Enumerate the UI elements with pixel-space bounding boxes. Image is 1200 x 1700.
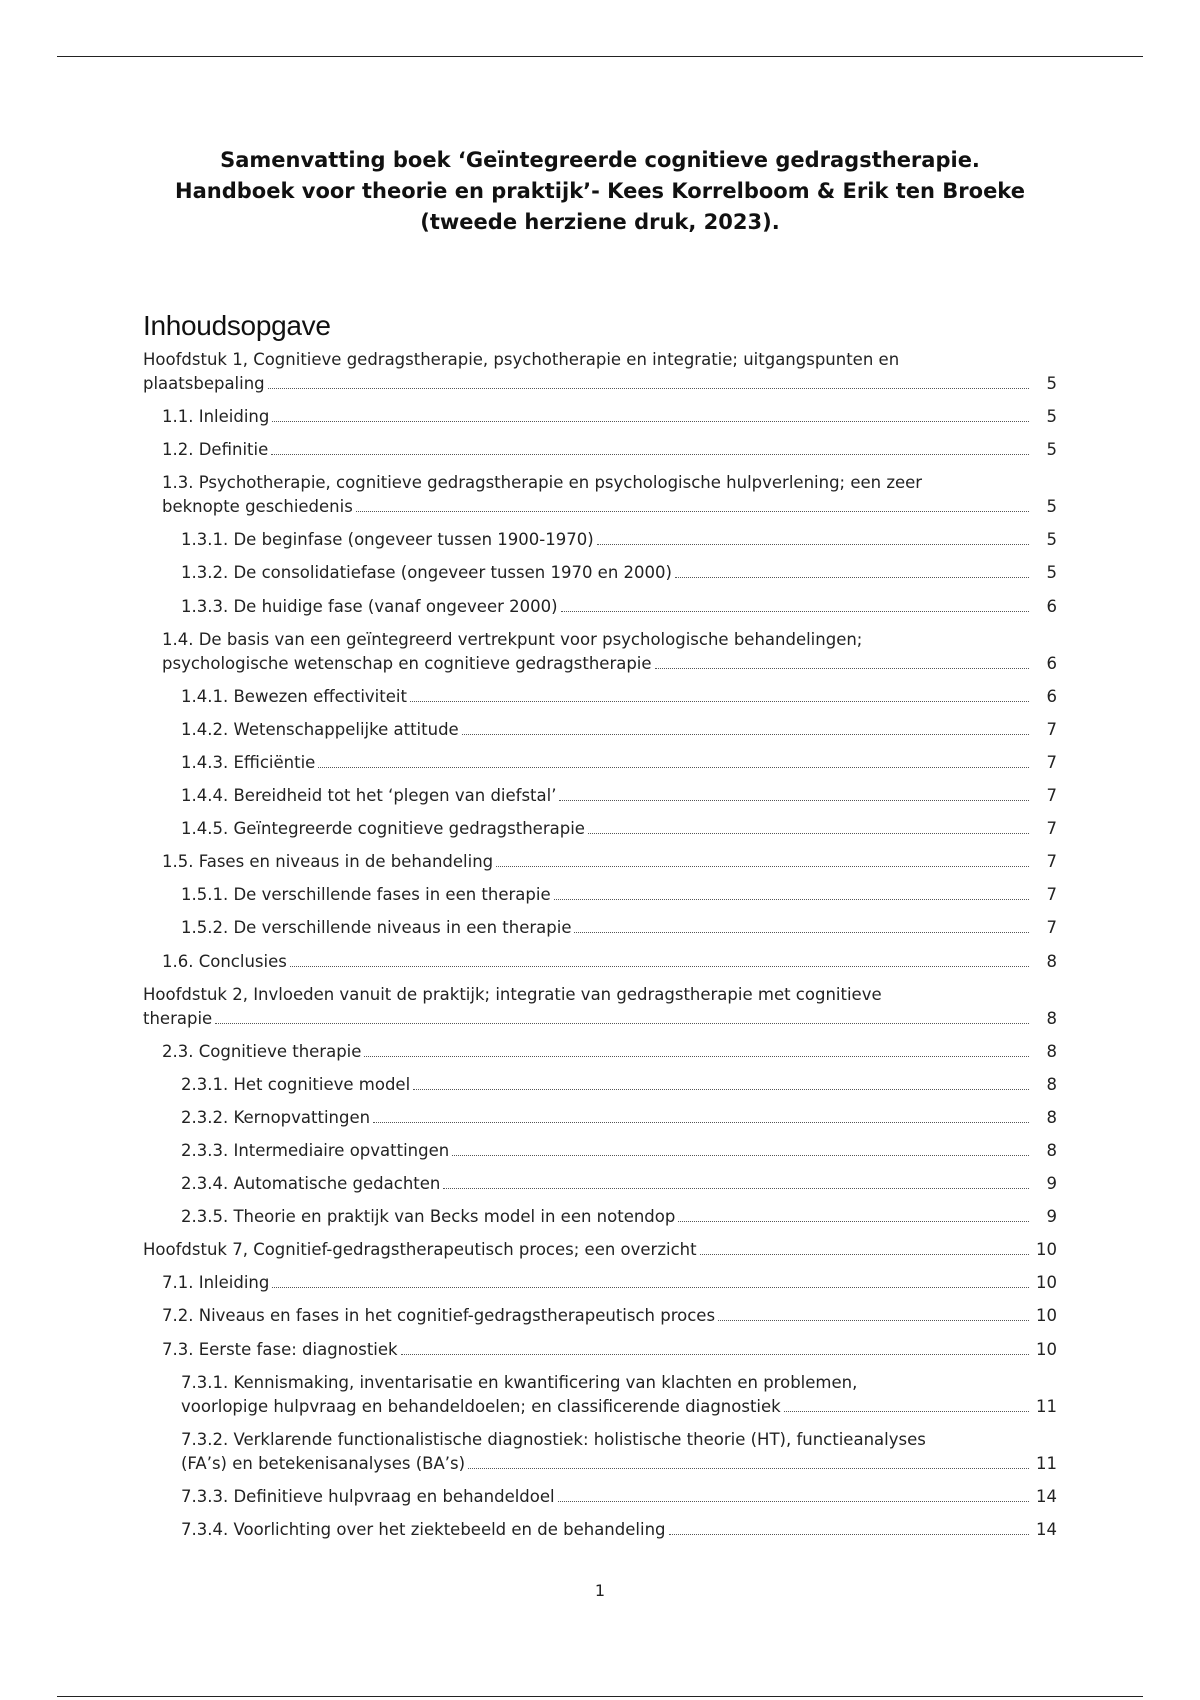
toc-entry-leader-line — [162, 652, 1031, 676]
toc-entry-text: 1.4.3. Efficiëntie — [181, 752, 316, 772]
toc-entry-leader-line — [181, 1106, 1031, 1130]
dot-leader — [410, 701, 1029, 702]
dot-leader — [443, 1188, 1029, 1189]
dot-leader — [554, 899, 1029, 900]
toc-entry-page: 14 — [1036, 1519, 1057, 1539]
toc-entry[interactable] — [143, 983, 1057, 1031]
toc-entry-page: 6 — [1046, 653, 1057, 673]
dot-leader — [669, 1534, 1030, 1535]
toc-entry-leader — [162, 1040, 1031, 1064]
footer-rule — [57, 1696, 1143, 1697]
toc-entry-leader — [162, 652, 1031, 676]
dot-leader — [462, 734, 1029, 735]
toc-entry-page: 5 — [1046, 440, 1057, 460]
toc-entry-page: 7 — [1046, 918, 1057, 938]
toc-entry-page: 11 — [1036, 1453, 1057, 1473]
toc-entry-leader-line — [143, 1238, 1031, 1262]
toc-entry-page: 8 — [1046, 1140, 1057, 1160]
toc-entry[interactable] — [143, 628, 1057, 676]
toc-entry-page: 7 — [1046, 852, 1057, 872]
dot-leader — [597, 544, 1029, 545]
toc-entry-text: voorlopige hulpvraag en behandeldoelen; en classificerende diagnostiek — [181, 1396, 781, 1416]
toc-entry-leader — [143, 1007, 1031, 1031]
dot-leader — [655, 668, 1029, 669]
dot-leader — [558, 1501, 1029, 1502]
toc-entry-leader-line — [181, 1452, 1031, 1476]
table-of-contents — [143, 348, 1057, 1551]
toc-entry-page: 5 — [1046, 563, 1057, 583]
toc-entry[interactable] — [143, 1205, 1057, 1229]
toc-entry-page: 8 — [1046, 1107, 1057, 1127]
toc-entry[interactable] — [143, 883, 1057, 907]
toc-entry-leader — [162, 1271, 1031, 1295]
toc-entry-text: Hoofdstuk 7, Cognitief-gedragstherapeutisch proces; een overzicht — [143, 1240, 697, 1260]
toc-entry-text: 2.3.4. Automatische gedachten — [181, 1174, 441, 1194]
toc-entry-page: 8 — [1046, 1041, 1057, 1061]
toc-entry-leader-line — [181, 1172, 1031, 1196]
dot-leader — [559, 800, 1029, 801]
toc-entry-text: 2.3.2. Kernopvattingen — [181, 1107, 371, 1127]
toc-entry-text: 1.3. Psychotherapie, cognitieve gedragstherapie en psychologische hulpverlening; een zeer — [162, 473, 923, 493]
toc-entry-leader — [181, 1518, 1031, 1542]
toc-entry-leader — [143, 372, 1031, 396]
toc-entry-text: 1.4. De basis van een geïntegreerd vertrekpunt voor psychologische behandelingen; — [162, 629, 863, 649]
toc-entry-page: 7 — [1046, 719, 1057, 739]
dot-leader — [215, 1023, 1029, 1024]
toc-entry[interactable] — [143, 1371, 1057, 1419]
toc-entry[interactable] — [143, 1485, 1057, 1509]
toc-entry[interactable] — [143, 405, 1057, 429]
dot-leader — [784, 1411, 1029, 1412]
dot-leader — [401, 1354, 1029, 1355]
toc-entry-leader-line — [181, 595, 1031, 619]
toc-entry[interactable] — [143, 784, 1057, 808]
toc-entry-leader — [162, 405, 1031, 429]
toc-entry-leader-line — [181, 751, 1031, 775]
dot-leader — [561, 611, 1029, 612]
toc-entry-leader-line — [181, 1139, 1031, 1163]
toc-entry[interactable] — [143, 1040, 1057, 1064]
dot-leader — [718, 1320, 1029, 1321]
toc-entry-text: 1.4.1. Bewezen effectiviteit — [181, 686, 407, 706]
toc-entry-leader — [181, 561, 1031, 585]
toc-entry-text: 7.1. Inleiding — [162, 1273, 270, 1293]
toc-entry-leader-line — [181, 718, 1031, 742]
toc-entry-page: 7 — [1046, 819, 1057, 839]
toc-heading: Inhoudsopgave — [143, 310, 331, 341]
toc-entry-leader — [181, 718, 1031, 742]
dot-leader — [675, 577, 1029, 578]
toc-entry-text: 2.3.5. Theorie en praktijk van Becks model in een notendop — [181, 1207, 676, 1227]
toc-entry-leader-line — [162, 438, 1031, 462]
dot-leader — [272, 1287, 1029, 1288]
toc-entry-text: 2.3.1. Het cognitieve model — [181, 1074, 411, 1094]
toc-entry-leader — [181, 817, 1031, 841]
toc-entry-leader-line — [162, 850, 1031, 874]
toc-entry[interactable] — [143, 850, 1057, 874]
toc-entry-leader — [162, 850, 1031, 874]
toc-entry-text: 1.5.2. De verschillende niveaus in een therapie — [181, 918, 572, 938]
toc-entry-leader-line — [181, 1205, 1031, 1229]
toc-entry-leader-line — [181, 784, 1031, 808]
toc-entry-text: Hoofdstuk 2, Invloeden vanuit de praktijk; integratie van gedragstherapie met cognitieve — [143, 984, 882, 1004]
dot-leader — [373, 1122, 1029, 1123]
toc-entry-text: beknopte geschiedenis — [162, 497, 353, 517]
toc-entry-page: 8 — [1046, 1008, 1057, 1028]
toc-entry[interactable] — [143, 595, 1057, 619]
dot-leader — [364, 1056, 1029, 1057]
toc-entry-leader — [181, 595, 1031, 619]
toc-entry-leader — [162, 495, 1031, 519]
toc-entry-text: Hoofdstuk 1, Cognitieve gedragstherapie, psychotherapie en integratie; uitgangspunten en — [143, 350, 900, 369]
toc-entry-leader-line — [162, 1040, 1031, 1064]
toc-entry-text: 1.4.2. Wetenschappelijke attitude — [181, 719, 459, 739]
toc-entry[interactable] — [143, 1304, 1057, 1328]
toc-entry-text: 2.3.3. Intermediaire opvattingen — [181, 1140, 450, 1160]
toc-entry-leader — [162, 1338, 1031, 1362]
toc-entry-text: 7.3.4. Voorlichting over het ziektebeeld en de behandeling — [181, 1519, 666, 1539]
toc-entry-page: 7 — [1046, 786, 1057, 806]
toc-entry-leader-line — [162, 1304, 1031, 1328]
toc-entry-text: 7.3.3. Definitieve hulpvraag en behandeldoel — [181, 1486, 555, 1506]
toc-entry-leader — [181, 1106, 1031, 1130]
toc-entry-text: 1.4.5. Geïntegreerde cognitieve gedragstherapie — [181, 819, 585, 839]
toc-entry-page: 10 — [1036, 1339, 1057, 1359]
toc-entry-leader — [181, 751, 1031, 775]
toc-entry[interactable] — [143, 1518, 1057, 1542]
toc-entry-page: 14 — [1036, 1486, 1057, 1506]
toc-entry-text: 1.6. Conclusies — [162, 951, 287, 971]
toc-entry-leader-line — [162, 1271, 1031, 1295]
dot-leader — [290, 966, 1029, 967]
toc-entry-leader-line — [181, 561, 1031, 585]
toc-entry-page: 9 — [1046, 1207, 1057, 1227]
toc-entry-page: 7 — [1046, 885, 1057, 905]
toc-entry-leader — [181, 685, 1031, 709]
page-number: 1 — [594, 1581, 606, 1600]
toc-entry-leader — [181, 883, 1031, 907]
toc-entry[interactable] — [143, 950, 1057, 974]
header-rule — [57, 56, 1143, 57]
toc-entry[interactable] — [143, 1073, 1057, 1097]
toc-entry-text: 7.2. Niveaus en fases in het cognitief-gedragstherapeutisch proces — [162, 1306, 716, 1326]
toc-entry-leader-line — [181, 817, 1031, 841]
toc-entry[interactable] — [143, 1238, 1057, 1262]
toc-entry[interactable] — [143, 1338, 1057, 1362]
toc-entry-leader — [181, 1073, 1031, 1097]
toc-entry[interactable] — [143, 1172, 1057, 1196]
toc-entry-leader-line — [181, 528, 1031, 552]
toc-entry[interactable] — [143, 718, 1057, 742]
toc-entry[interactable] — [143, 1271, 1057, 1295]
title-line-3: (tweede herziene druk, 2023). — [420, 210, 780, 234]
toc-entry-page: 10 — [1036, 1273, 1057, 1293]
toc-entry-leader — [181, 1205, 1031, 1229]
toc-entry-leader-line — [181, 685, 1031, 709]
toc-entry-text: plaatsbepaling — [143, 374, 265, 393]
toc-entry-text: 7.3.2. Verklarende functionalistische diagnostiek: holistische theorie (HT), functieanalyses — [181, 1429, 926, 1449]
toc-entry[interactable] — [143, 561, 1057, 585]
toc-entry-text: 1.3.1. De beginfase (ongeveer tussen 1900-1970) — [181, 530, 594, 550]
toc-entry-page: 8 — [1046, 1074, 1057, 1094]
toc-entry-leader-line — [181, 883, 1031, 907]
toc-entry-leader — [181, 784, 1031, 808]
toc-entry-leader — [181, 916, 1031, 940]
toc-entry-leader — [162, 438, 1031, 462]
toc-entry-text: therapie — [143, 1008, 213, 1028]
toc-entry-page: 10 — [1036, 1240, 1057, 1260]
dot-leader — [452, 1155, 1029, 1156]
toc-entry[interactable] — [143, 1106, 1057, 1130]
toc-entry-text: 1.5.1. De verschillende fases in een therapie — [181, 885, 551, 905]
dot-leader — [356, 511, 1029, 512]
toc-entry[interactable] — [143, 685, 1057, 709]
toc-entry-page: 6 — [1046, 686, 1057, 706]
toc-entry[interactable] — [143, 348, 1057, 396]
toc-entry-page: 11 — [1036, 1396, 1057, 1416]
dot-leader — [272, 421, 1029, 422]
toc-entry-text: psychologische wetenschap en cognitieve gedragstherapie — [162, 653, 652, 673]
toc-entry-page: 5 — [1046, 374, 1057, 393]
dot-leader — [413, 1089, 1029, 1090]
dot-leader — [268, 388, 1029, 389]
toc-entry-page: 7 — [1046, 752, 1057, 772]
toc-entry-text: (FA’s) en betekenisanalyses (BA’s) — [181, 1453, 466, 1473]
toc-entry-leader-line — [162, 405, 1031, 429]
toc-entry-leader — [162, 950, 1031, 974]
toc-entry-leader — [181, 1139, 1031, 1163]
toc-entry-leader-line — [181, 1518, 1031, 1542]
toc-entry-leader — [143, 1238, 1031, 1262]
toc-entry-text: 2.3. Cognitieve therapie — [162, 1041, 362, 1061]
toc-entry[interactable] — [143, 438, 1057, 462]
toc-entry-text: 1.2. Definitie — [162, 440, 269, 460]
toc-entry-page: 9 — [1046, 1174, 1057, 1194]
toc-entry-leader — [181, 1485, 1031, 1509]
toc-entry-leader — [181, 1172, 1031, 1196]
toc-entry-leader-line — [181, 916, 1031, 940]
dot-leader — [588, 833, 1029, 834]
toc-entry-leader-line — [143, 372, 1031, 396]
dot-leader — [678, 1221, 1029, 1222]
toc-entry[interactable] — [143, 751, 1057, 775]
toc-entry[interactable] — [143, 1139, 1057, 1163]
toc-entry-leader-line — [143, 1007, 1031, 1031]
toc-entry-leader-line — [181, 1395, 1031, 1419]
toc-entry-page: 10 — [1036, 1306, 1057, 1326]
toc-entry-text: 7.3.1. Kennismaking, inventarisatie en kwantificering van klachten en problemen, — [181, 1372, 858, 1392]
dot-leader — [700, 1254, 1029, 1255]
toc-entry-text: 1.3.3. De huidige fase (vanaf ongeveer 2000) — [181, 596, 558, 616]
toc-entry-leader-line — [162, 1338, 1031, 1362]
toc-entry-page: 6 — [1046, 596, 1057, 616]
toc-entry[interactable] — [143, 471, 1057, 519]
title-line-1: Samenvatting boek ‘Geïntegreerde cognitieve gedragstherapie. — [220, 148, 980, 172]
toc-entry-leader-line — [181, 1073, 1031, 1097]
dot-leader — [271, 454, 1029, 455]
toc-entry-text: 1.3.2. De consolidatiefase (ongeveer tussen 1970 en 2000) — [181, 563, 672, 583]
toc-entry-page: 5 — [1046, 407, 1057, 427]
dot-leader — [574, 932, 1029, 933]
title-line-2: Handboek voor theorie en praktijk’- Kees Korrelboom & Erik ten Broeke — [175, 179, 1025, 203]
toc-entry-text: 1.5. Fases en niveaus in de behandeling — [162, 852, 494, 872]
toc-entry-leader-line — [162, 950, 1031, 974]
toc-entry-page: 5 — [1046, 530, 1057, 550]
document-title — [100, 145, 1100, 238]
toc-entry-leader-line — [181, 1485, 1031, 1509]
toc-entry-leader — [181, 528, 1031, 552]
toc-entry-leader — [181, 1395, 1031, 1419]
toc-entry[interactable] — [143, 1428, 1057, 1476]
toc-entry[interactable] — [143, 528, 1057, 552]
dot-leader — [468, 1468, 1029, 1469]
toc-entry-page: 5 — [1046, 497, 1057, 517]
toc-entry-page: 8 — [1046, 951, 1057, 971]
toc-entry-text: 7.3. Eerste fase: diagnostiek — [162, 1339, 398, 1359]
toc-entry-text: 1.4.4. Bereidheid tot het ‘plegen van diefstal’ — [181, 786, 557, 806]
toc-entry-text: 1.1. Inleiding — [162, 407, 270, 427]
toc-entry-leader — [181, 1452, 1031, 1476]
toc-entry-leader — [162, 1304, 1031, 1328]
toc-entry-leader-line — [162, 495, 1031, 519]
toc-entry[interactable] — [143, 916, 1057, 940]
dot-leader — [496, 866, 1029, 867]
dot-leader — [318, 767, 1029, 768]
toc-entry[interactable] — [143, 817, 1057, 841]
